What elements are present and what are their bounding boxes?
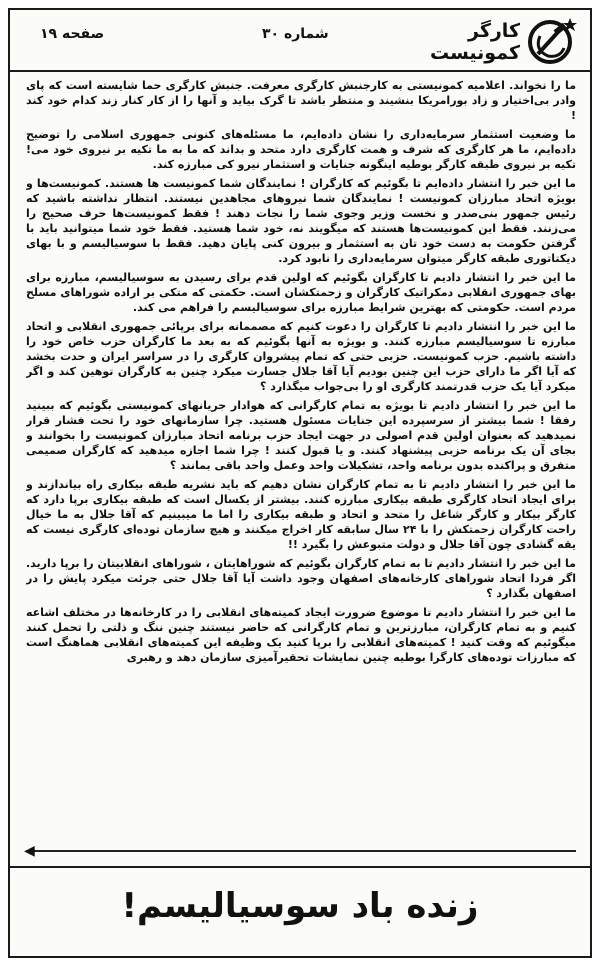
paragraph: ما این خبر را انتشار دادیم تا به تمام کارگران نشان دهیم که باید نشریه طبقه بیکاری راه بیاندازند و برای ایجاد اتحاد کارگری طبقه بیکاری مبارزه کنند. بیشتر از یکسال است که طبقه بیکاری برپا دارد که کارگر بیکار و کارگر شاغل را متحد و اتحاد و طبقه بیکاری را اما ما میبینیم که آقا جلال به ما خیال راحت کارگران زحمتکش را با ۲۴ سال سابقه کار اخراج میکنند و هیچ سازمان توده‌ای کارگری نیست که یقه گشادی چون آقا جلال و دولت متبوعش را بگیرد !! bbox=[26, 478, 576, 551]
issue-number: شماره ۳۰ bbox=[262, 26, 329, 42]
arrow-line bbox=[26, 850, 576, 852]
paragraph: ما وضعیت استثمار سرمایه‌داری را نشان داده‌ایم، ما مسئله‌های کنونی جمهوری اسلامی را توضیح داده‌ایم، ما هر کارگری که شرف و همت کارگری دارد متحد و بداند که ما به ما تکیه بر نیروی خود می‌! تکیه بر نیروی طبقه کارگر بوطیه اینگونه جنایات و استثمار نیرو کی مبارزه کند. bbox=[26, 128, 576, 171]
paragraph: ما این خبر را انتشار دادیم تا کارگران بگوئیم که اولین قدم برای رسیدن به سوسیالیسم، مبارزه برای بهای جمهوری انقلابی دمکراتیک کارگران و زحمتکشان است. حکمتی که متکی بر اراده شوراهای مسلح مردم است. حکومتی که بهترین شرایط مبارزه برای سوسیالیسم را فراهم می کند. bbox=[26, 271, 576, 314]
slogan-box bbox=[10, 866, 590, 956]
paragraph: ما این خبر را انتشار داده‌ایم تا بگوئیم که کارگران ! نمایندگان شما کمونیست ها هستند. کمونیست‌ها و بویژه اتحاد مبارزان کمونیست ! نمایندگان شما نیروهای مجاهدین نیستند. انتظار نداشته باشید که رئیس جمهور بنی‌صدر و نخست وزیر وجوی شما را نجات دهند ! فقط کمونیست‌ها حرف صحیح را می‌زنند. فقط این کمونیست‌ها هستند که میگویند نه، خود شما هستید. فقط خود شما میتوانید باید با گرفتن حکومت به دست خود تان به استثمار و بیرون کنی پایان دهید. فقط با سوسیالیسم و با بهای دیکتاتوری طبقه کارگر میتوان سرمایه‌داری را نابود کرد. bbox=[26, 177, 576, 265]
article-body bbox=[26, 78, 576, 838]
paragraph: ما این خبر را انتشار دادیم تا کارگران را دعوت کنیم که مصممانه برای برپائی جمهوری انقلابی و اتحاد مبارزه تا سوسیالیسم مبارزه کنند. و بویژه به آنها بگوئیم که به بعد ما کارگران حزب خاص خود را داشته باشیم. حزب کمونیست. حزبی حتی که تمام پیشروان کارگری را در سراسر ایران و حدت بخشد که آیا اگر ما دارای حزب این چنین بودیم آیا آقا جلال جسارت میکرد چنین به کارگران توهین کند و اگر میکرد آیا یک حزب قدرتمند کارگری او را بی‌جواب میگذارد ؟ bbox=[26, 320, 576, 393]
continue-arrow bbox=[26, 842, 576, 860]
paragraph: ما این خبر را انتشار دادیم تا بویژه به تمام کارگرانی که هوادار جریانهای کمونیستی بگوئیم که ببینید رفقا ! شما بیشتر از سرسپرده این جنایات مسئول هستید. چرا سازمانهای خود را تحت فشار قرار نمیدهید که بعنوان اولین قدم اصولی در جهت ایجاد حزب برنامه اتحاد مبارزان کمونیست را بخوانند و بجای آن یک برنامه حزبی پیشنهاد کنند. و یا قبول کنند ! چرا شما اجازه میدهید که کارگران صمیمی متفرق و پراکنده بدون برنامه واحد، تشکیلات واحد وعمل واحد باقی بمانند ؟ bbox=[26, 399, 576, 472]
hammer-sickle-star-icon bbox=[524, 16, 578, 66]
masthead-title: کارگر کمونیست bbox=[429, 20, 520, 64]
paragraph: ما را نخواند. اعلامیه کمونیستی به کارجنبش کارگری معرفت. جنبش کارگری حما شایسته است که پای وادر بی‌اختیار و زاد بورامریکا بنشیند و منتظر باشد تا گرک بیاید و آنها را از کار کنار زند کدام خود کند ! bbox=[26, 79, 576, 122]
slogan: زنده باد سوسیالیسم! bbox=[121, 886, 479, 926]
paragraph: ما این خبر را انتشار دادیم تا موضوع ضرورت ایجاد کمیته‌های انقلابی را در کارخانه‌ها در مختلف اشاعه کنیم و به تمام کارگران، مبارزترین و تمام کارگرانی که حاضر نیستند چنین ننگ و ذلتی را تحمل کنند میگوئیم که وقت کنید ! کمیته‌های انقلابی را برپا کنید یک وظیفه این کمیته‌های انقلابی هماهنگ است که مبارزات توده‌های کارگرا بوطیه چنین نمایشات تحقیرآمیزی سازمان دهد و رهبری bbox=[26, 606, 576, 664]
page-number: صفحه ۱۹ bbox=[40, 26, 105, 42]
arrow-left-icon: ◀ bbox=[24, 843, 35, 859]
page-header bbox=[10, 10, 590, 72]
newspaper-page bbox=[8, 8, 592, 958]
paragraph: ما این خبر را انتشار دادیم تا به تمام کارگران بگوئیم که شوراهایتان ، شوراهای انقلابیتان را برپا دارید. اگر فردا اتحاد شوراهای کارخانه‌های اصفهان وجود داشت آیا آقا جلال حتی جرئت میکرد پایش را در اصفهان بگذارد ؟ bbox=[26, 557, 576, 600]
